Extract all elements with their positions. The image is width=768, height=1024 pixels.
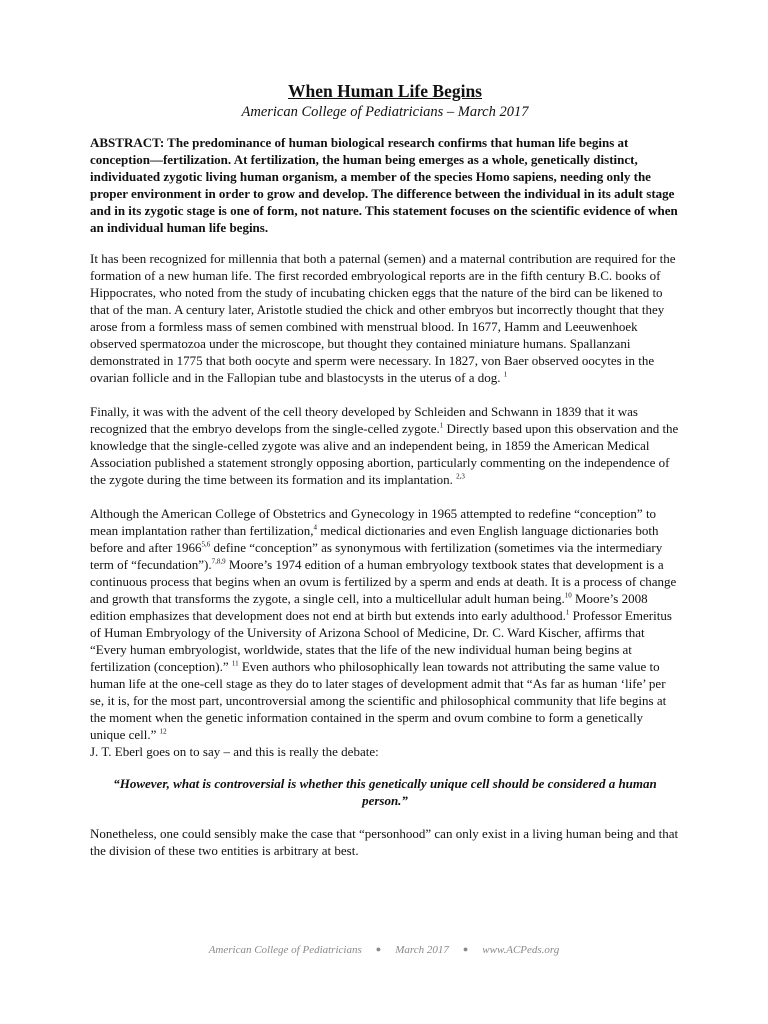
footer-org: American College of Pediatricians — [208, 944, 362, 956]
footnote-ref: 5,6 — [201, 540, 211, 549]
footer-website-link[interactable]: www.ACPeds.org — [482, 944, 560, 956]
body-paragraph-personhood: Nonetheless, one could sensibly make the case that “personhood” can only exist in a living human being and that the division of these two entities is arbitrary at best. — [90, 826, 679, 858]
body-paragraph-history: It has been recognized for millennia that both a paternal (semen) and a maternal contribution are required for the formation of a new human life. The first recorded embryological reports are in the fifth century B.C. books of Hippocrates, who noted from the study of incubating chicken eggs that the nature of the bird can be likened to that of the man. A century later, Aristotle studied the chick and other embryos but incorrectly thought that they arose from a formless mass of semen combined with menstrual blood. In 1677, Hamm and Leeuwenhoek observed spermatozoa under the microscope, but thought they contained miniature humans. Spallanzani demonstrated in 1775 that both oocyte and sperm were necessary. In 1827, von Baer observed oocytes in the ovarian follicle and in the Fallopian tube and blastocysts in the uterus of a dog. $^1$ — [90, 251, 676, 385]
footnote-ref: 1 — [565, 608, 570, 617]
abstract-paragraph: ABSTRACT: The predominance of human biological research confirms that human life begins at conception—fertilization. At fertilization, the human being emerges as a whole, genetically distinct, individuated zygotic living human organism, a member of the species Homo sapiens, needing only the proper environment in order to grow and develop. The difference between the individual in its adult stage and in its zygotic stage is one of form, not nature. This statement focuses on the scientific evidence of when an individual human life begins. — [90, 135, 678, 235]
bullet-icon: ● — [375, 944, 382, 954]
footnote-ref: 10 — [564, 591, 572, 600]
footnote-ref: 4 — [313, 523, 317, 532]
footer-date: March 2017 — [395, 944, 449, 956]
block-quote: “However, what is controversial is whether this genetically unique cell should be considered a human person.” — [113, 776, 657, 808]
footnote-ref: 12 — [159, 727, 167, 736]
body-paragraph-cell-theory: Finally, it was with the advent of the cell theory developed by Schleiden and Schwann in 1839 that it was recognized that the embryo develops from the single-celled zygote.$^1$ Directly based upon this observation and the knowledge that the single-celled zygote was alive and an independent being, in 1859 the American Medical Association published a statement strongly opposing abortion, particularly commenting on the independence of the zygote during the time between its formation and its implantation. $^{2,3}$ — [90, 404, 679, 487]
body-paragraph-definitions: Although the American College of Obstetrics and Gynecology in 1965 attempted to redefine “conception” to mean implantation rather than fertilization,$^4$ medical dictionaries and even English language dictionaries both before and after 1966$^{5,6}$ define “conception” as synonymous with fertilization (sometimes via the intermediary term of “fecundation”).$^{7,8,9}$ Moore’s 1974 edition of a human embryology textbook states that development is a continuous process that begins when an ovum is fertilized by a sperm and ends at death. It is a process of change and growth that transforms the zygote, a single cell, into a multicellular adult human being.$^{10}$ Moore’s 2008 edition emphasizes that development does not end at birth but extends into early adulthood.$^1$ Professor Emeritus of Human Embryology of the University of Arizona School of Medicine, Dr. C. Ward Kischer, affirms that “Every human embryologist, worldwide, states that the life of the new individual human being begins at fertilization (conception).” $^{11}$ Even authors who philosophically lean towards not attributing the same value to human life at the one-cell stage as they do to later stages of development admit that “As far as human ‘life’ per se, it is, for the most part, uncontroversial among the scientific and philosophical community that life begins at the moment when the genetic information contained in the sperm and ovum combine to form a genetically unique cell.” $^{12}$ — [90, 506, 677, 742]
footnote-ref: 7,8,9 — [211, 557, 226, 566]
footnote-ref: 11 — [231, 659, 239, 668]
footnote-ref: 1 — [503, 370, 508, 379]
page-footer — [0, 944, 768, 956]
page-subtitle: American College of Pediatricians – March 2017 — [241, 104, 529, 120]
footnote-ref: 2,3 — [456, 472, 465, 481]
bullet-icon: ● — [462, 944, 469, 954]
footnote-ref: 1 — [439, 421, 444, 430]
eberl-line: J. T. Eberl goes on to say – and this is really the debate: — [90, 744, 379, 759]
page-title: When Human Life Begins — [288, 81, 482, 101]
document-page — [90, 80, 680, 876]
